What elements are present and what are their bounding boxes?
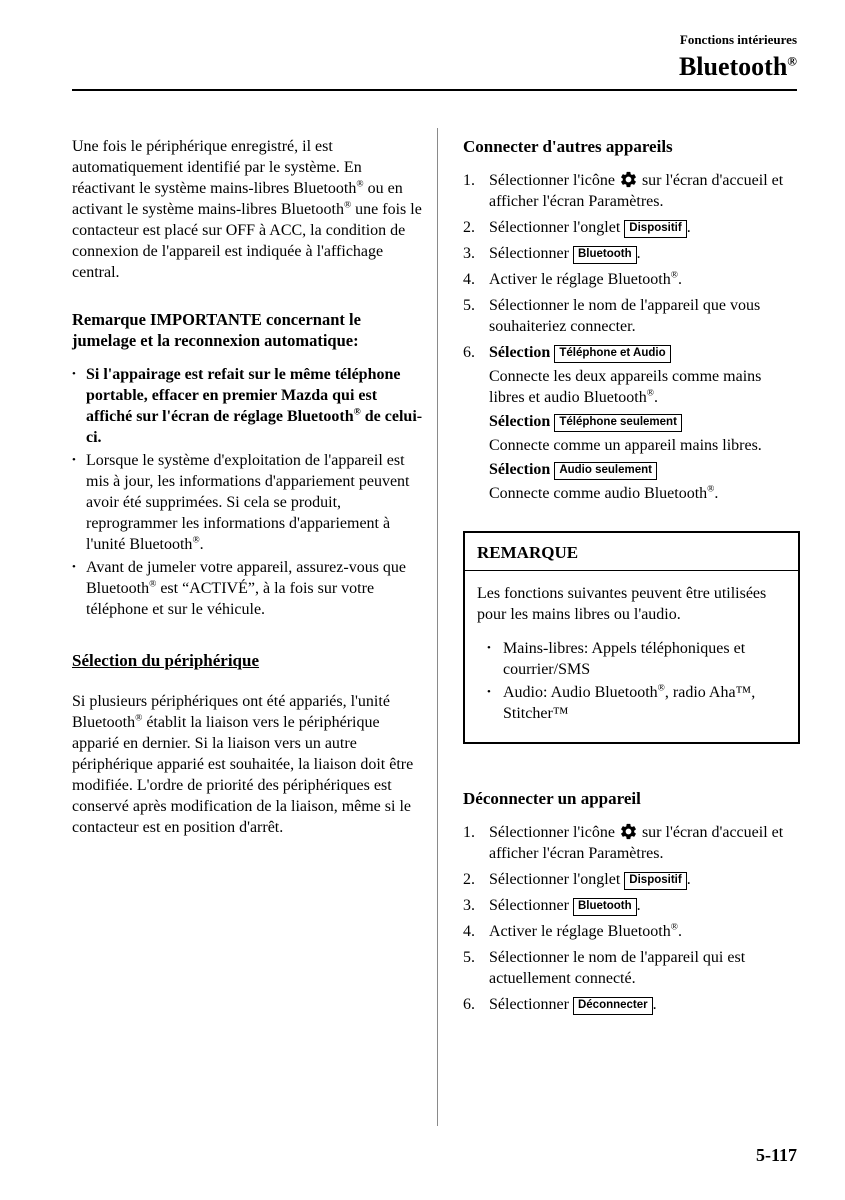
- numbered-step: [463, 295, 800, 337]
- step-line: Sélectionner le nom de l'appareil qui est actuellement connecté.: [489, 949, 746, 987]
- numbered-step: [463, 869, 800, 890]
- step-text: [489, 947, 800, 989]
- step-text: [489, 170, 800, 212]
- disconnect-steps: [463, 822, 800, 1015]
- settings-gear-icon: [619, 822, 638, 841]
- step-text: [489, 295, 800, 337]
- header-divider: [72, 89, 797, 91]
- bullet-item: [72, 450, 424, 555]
- page-title: [72, 50, 797, 84]
- page-title-text: Bluetooth: [678, 52, 788, 81]
- step-text: [489, 269, 800, 290]
- step-number: 5.: [463, 949, 475, 966]
- bullet-text: Avant de jumeler votre appareil, assurez-vous que Bluetooth® est “ACTIVÉ”, à la fois sur votre téléphone et sur le véhicule.: [86, 559, 407, 618]
- registered-mark: ®: [707, 484, 715, 495]
- bullet-icon: •: [487, 686, 491, 698]
- numbered-step: [463, 342, 800, 504]
- step-number: 4.: [463, 923, 475, 940]
- step-line: Connecte comme audio Bluetooth®.: [489, 484, 719, 502]
- page-number: 5-117: [755, 1145, 797, 1165]
- step-line: Activer le réglage Bluetooth®.: [489, 922, 682, 940]
- step-text: [489, 243, 800, 264]
- step-line: Connecte comme un appareil mains libres.: [489, 437, 762, 454]
- step-line: Sélectionner Bluetooth .: [489, 897, 641, 914]
- step-line: Sélection Téléphone seulement: [489, 411, 800, 432]
- bullet-text: Lorsque le système d'exploitation de l'appareil est mis à jour, les informations d'appariement peuvent avoir été supprimées. Si cela se produit, reprogrammer les informations d'appariement à l'unité Bluetooth®.: [86, 452, 410, 553]
- pairing-note-heading: Remarque IMPORTANTE concernant le jumelage et la reconnexion automatique:: [72, 310, 361, 350]
- step-line: Sélectionner Bluetooth .: [489, 245, 641, 262]
- screen-button-bluetooth: Bluetooth: [573, 898, 637, 916]
- step-number: 2.: [463, 219, 475, 236]
- remark-list: [477, 638, 786, 724]
- step-number: 1.: [463, 172, 475, 189]
- numbered-step: [463, 217, 800, 238]
- numbered-step: [463, 994, 800, 1015]
- step-number: 3.: [463, 897, 475, 914]
- step-number: 2.: [463, 871, 475, 888]
- step-line: Sélectionner l'icône sur l'écran d'accueil et afficher l'écran Paramètres.: [489, 824, 784, 862]
- connect-steps: [463, 170, 800, 504]
- step-line: Activer le réglage Bluetooth®.: [489, 270, 682, 288]
- screen-button-bluetooth: Bluetooth: [573, 246, 637, 264]
- step-text: [489, 342, 800, 504]
- registered-mark: ®: [356, 179, 364, 190]
- screen-button-dispositif: Dispositif: [624, 872, 686, 890]
- step-line: Sélection Audio seulement: [489, 459, 800, 480]
- remark-body: [465, 571, 798, 742]
- step-line: Sélection Téléphone et Audio: [489, 342, 800, 363]
- intro-paragraph: Une fois le périphérique enregistré, il est automatiquement identifié par le système. En réactivant le système mains-libres Bluetooth® ou en activant le système mains-libres Bluetooth® une fois le contacteur est placé sur OFF à ACC, la condition de connexion de l'appareil est indiquée à l'affichage central.: [72, 138, 422, 281]
- bullet-icon: •: [72, 454, 76, 466]
- numbered-step: [463, 822, 800, 864]
- bullet-text: Si l'appairage est refait sur le même téléphone portable, effacer en premier Mazda qui est affiché sur l'écran de réglage Bluetooth® de celui-ci.: [86, 366, 423, 446]
- step-number: 5.: [463, 297, 475, 314]
- registered-mark: ®: [135, 713, 143, 724]
- disconnect-device-heading: Déconnecter un appareil: [463, 789, 641, 808]
- numbered-step: [463, 947, 800, 989]
- step-text: [489, 217, 800, 238]
- registered-mark: ®: [149, 579, 157, 590]
- step-line: Sélectionner Déconnecter .: [489, 996, 657, 1013]
- bullet-item: [477, 682, 786, 724]
- pairing-note-list: [72, 364, 424, 620]
- registered-mark: ®: [670, 270, 678, 281]
- step-line: Connecte les deux appareils comme mains libres et audio Bluetooth®.: [489, 368, 762, 406]
- bullet-icon: •: [72, 561, 76, 573]
- step-number: 1.: [463, 824, 475, 841]
- screen-button-t-l-phone-et-audio: Téléphone et Audio: [554, 345, 670, 363]
- registered-mark: ®: [646, 388, 654, 399]
- step-line: Sélectionner l'onglet Dispositif .: [489, 219, 691, 236]
- step-number: 6.: [463, 996, 475, 1013]
- header-section-label: Fonctions intérieures: [679, 32, 797, 47]
- page-header: [72, 0, 797, 91]
- registered-mark: ®: [670, 922, 678, 933]
- bullet-item: [72, 364, 424, 448]
- numbered-step: [463, 895, 800, 916]
- step-text: [489, 895, 800, 916]
- step-text: [489, 869, 800, 890]
- registered-mark: ®: [192, 535, 200, 546]
- step-text: [489, 822, 800, 864]
- device-selection-heading: Sélection du périphérique: [72, 651, 260, 670]
- settings-gear-icon: [619, 170, 638, 189]
- screen-button-t-l-phone-seulement: Téléphone seulement: [554, 414, 682, 432]
- registered-mark: ®: [353, 407, 361, 418]
- numbered-step: [463, 269, 800, 290]
- step-line: Sélectionner l'onglet Dispositif .: [489, 871, 691, 888]
- bullet-icon: •: [487, 642, 491, 654]
- step-number: 6.: [463, 344, 475, 361]
- step-line: Sélectionner le nom de l'appareil que vous souhaiteriez connecter.: [489, 297, 761, 335]
- numbered-step: [463, 170, 800, 212]
- page-footer: [756, 1145, 797, 1166]
- column-divider: [437, 128, 438, 1126]
- step-text: [489, 921, 800, 942]
- remark-intro: Les fonctions suivantes peuvent être utilisées pour les mains libres ou l'audio.: [477, 585, 767, 623]
- remark-title: REMARQUE: [465, 533, 798, 571]
- step-line: Sélectionner l'icône sur l'écran d'accueil et afficher l'écran Paramètres.: [489, 172, 784, 210]
- registered-mark: ®: [657, 683, 665, 694]
- step-text: [489, 994, 800, 1015]
- bullet-item: [72, 557, 424, 620]
- bullet-text: Mains-libres: Appels téléphoniques et courrier/SMS: [503, 640, 746, 678]
- registered-mark: ®: [787, 53, 797, 69]
- bullet-item: [477, 638, 786, 680]
- screen-button-d-connecter: Déconnecter: [573, 997, 653, 1015]
- bullet-text: Audio: Audio Bluetooth®, radio Aha™, Stitcher™: [503, 683, 756, 722]
- remark-box: [463, 531, 800, 744]
- device-selection-paragraph: Si plusieurs périphériques ont été appariés, l'unité Bluetooth® établit la liaison vers le périphérique apparié en dernier. Si la liaison vers un autre périphérique apparié est souhaitée, la liaison doit être modifiée. L'ordre de priorité des périphériques est conservé après modification de la liaison, même si le contacteur est en position d'arrêt.: [72, 693, 414, 836]
- screen-button-audio-seulement: Audio seulement: [554, 462, 657, 480]
- left-column: [72, 136, 424, 838]
- bullet-icon: •: [72, 368, 76, 380]
- connect-devices-heading: Connecter d'autres appareils: [463, 137, 673, 156]
- step-number: 3.: [463, 245, 475, 262]
- screen-button-dispositif: Dispositif: [624, 220, 686, 238]
- numbered-step: [463, 921, 800, 942]
- right-column: [463, 136, 800, 1020]
- step-number: 4.: [463, 271, 475, 288]
- registered-mark: ®: [343, 200, 352, 211]
- numbered-step: [463, 243, 800, 264]
